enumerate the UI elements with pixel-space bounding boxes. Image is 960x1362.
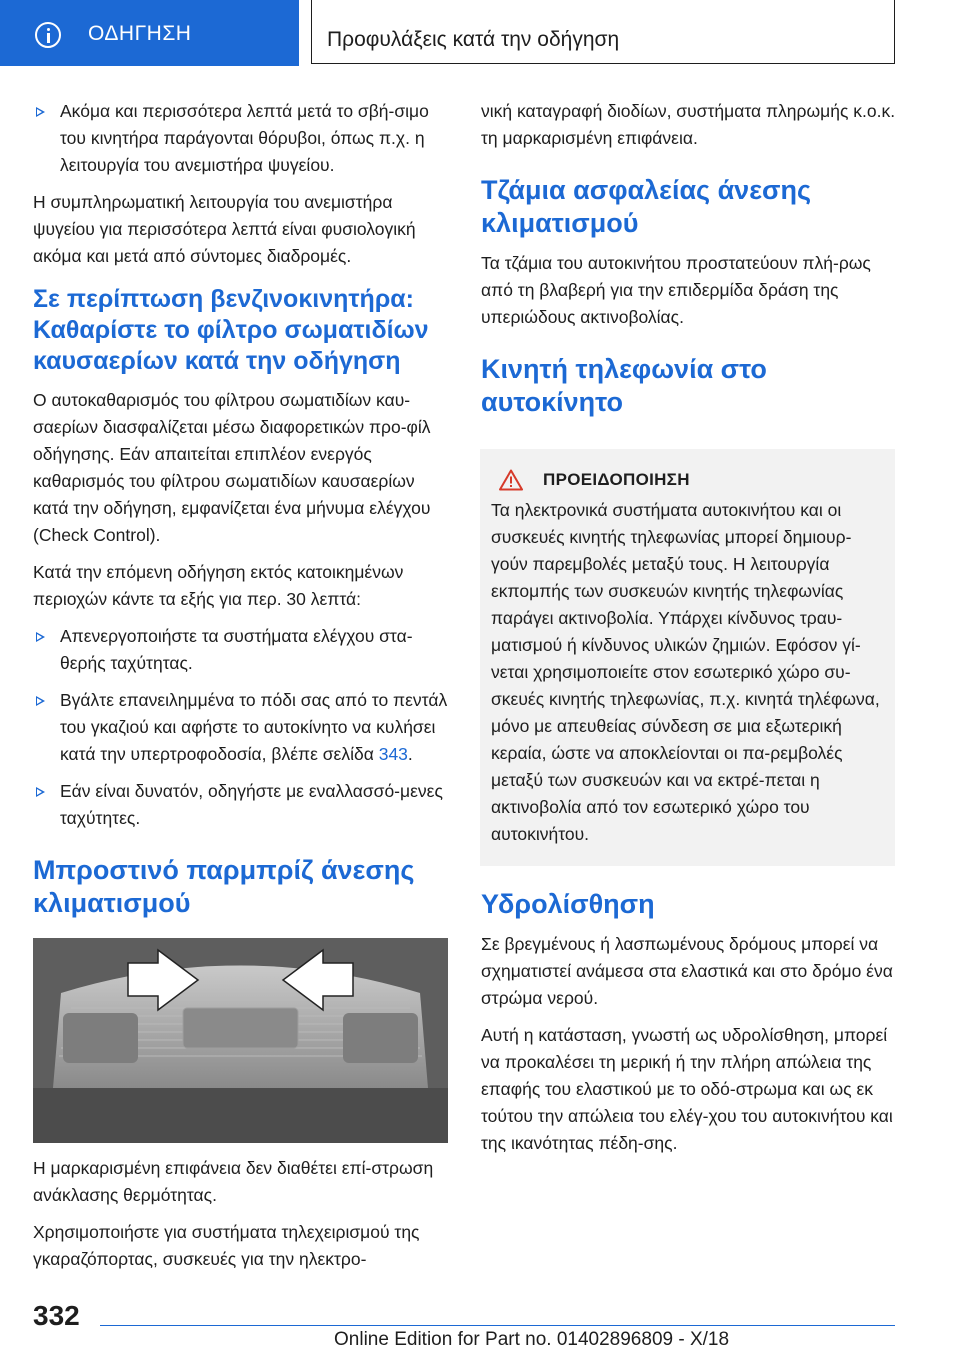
section-heading-particle-filter: Σε περίπτωση βενζινοκινητήρα: Καθαρίστε το φίλτρο σωματιδίων καυσαερίων κατά την οδήγηση: [33, 285, 429, 375]
bullet-triangle-icon: [36, 787, 45, 797]
warning-header: [491, 469, 883, 491]
warning-text: Τα ηλεκτρονικά συστήματα αυτοκινήτου και οι συσκευές κινητής τηλεφωνίας μπορεί δημιουρ-γούν παρεμβολές μεταξύ τους. Η λειτουργία εκπομπής των συσκευών κινητής τηλεφωνίας παράγει ακτινοβολία. Υπάρχει κίνδυνος τραυ-ματισμού ή κίνδυνος υλικών ζημιών. Εφόσον γί-νεται χρησιμοποιείτε στον εσωτερικό χώρο συ-σκευές κινητής τηλεφωνίας, π.χ. κινητά τηλέφωνα, μόνο με απευθείας σύνδεση σε μια εξωτερική κεραία, ώστε να αποκλείονται οι πα-ρεμβολές μεταξύ των συσκευών και να εκτρέ-πεται η ακτινοβολία από τον εσωτερικό χώρο του αυτοκινήτου.: [491, 500, 880, 844]
page-number: 332: [33, 1300, 80, 1331]
section-heading-mobile: Κινητή τηλεφωνία στο αυτοκίνητο: [481, 354, 767, 417]
list-item-text: Εάν είναι δυνατόν, οδηγήστε με εναλλασσό-μενες ταχύτητες.: [60, 781, 443, 828]
paragraph: Τα τζάμια του αυτοκινήτου προστατεύουν πλή-ρως από τη βλαβερή για την επιδερμίδα δράση της υπεριώδους ακτινοβολίας.: [481, 253, 871, 327]
section-heading-glass: Τζάμια ασφαλείας άνεσης κλιματισμού: [481, 175, 812, 238]
paragraph: Αυτή η κατάσταση, γνωστή ως υδρολίσθηση, μπορεί να προκαλέσει τη μερική ή την πλήρη απώλεια της επαφής του ελαστικού με το οδό-στρωμα και ως εκ τούτου την απώλεια του ελέγ-χου του αυτοκινήτου και της ικανότητας πέδη-σης.: [481, 1025, 893, 1153]
section-heading-aquaplaning: Υδρολίσθηση: [481, 889, 655, 919]
bullet-triangle-icon: [36, 107, 45, 117]
list-item-text-end: .: [407, 744, 413, 764]
chapter-label: ΟΔΗΓΗΣΗ: [88, 22, 192, 45]
paragraph: νική καταγραφή διοδίων, συστήματα πληρωμής κ.ο.κ. τη μαρκαρισμένη επιφάνεια.: [481, 101, 896, 148]
rear-window-illustration: [33, 938, 448, 1143]
paragraph: Κατά την επόμενη οδήγηση εκτός κατοικημένων περιοχών κάντε τα εξής για περ. 30 λεπτά:: [33, 562, 404, 609]
paragraph: Χρησιμοποιήστε για συστήματα τηλεχειρισμού της γκαραζόπορτας, συσκευές για την ηλεκτρο-: [33, 1222, 420, 1269]
warning-triangle-icon: [499, 469, 523, 491]
bullet-triangle-icon: [36, 696, 45, 706]
list-item: [33, 98, 453, 179]
page-link[interactable]: 343: [378, 744, 408, 764]
bullet-triangle-icon: [36, 632, 45, 642]
warning-box: [480, 449, 895, 866]
paragraph: Η μαρκαρισμένη επιφάνεια δεν διαθέτει επί-στρωση ανάκλασης θερμότητας.: [33, 1158, 434, 1205]
edition-text: Online Edition for Part no. 01402896809 - X/18: [334, 1329, 730, 1350]
paragraph: Σε βρεγμένους ή λασπωμένους δρόμους μπορεί να σχηματιστεί ανάμεσα στα ελαστικά και στο δρόμο ένα στρώμα νερού.: [481, 934, 893, 1008]
right-column: [481, 98, 901, 1167]
list-item: [33, 623, 453, 677]
page-title: Προφυλάξεις κατά την οδήγηση: [327, 28, 620, 51]
list-item-text: Ακόμα και περισσότερα λεπτά μετά το σβή-σιμο του κινητήρα παράγονται θόρυβοι, όπως π.χ. η λειτουργία του ανεμιστήρα ψυγείου.: [60, 101, 429, 175]
footer-divider: [100, 1325, 895, 1326]
paragraph: Ο αυτοκαθαρισμός του φίλτρου σωματιδίων καυ-σαερίων διασφαλίζεται μέσω διαφορετικών προ-φίλ οδήγησης. Εάν απαιτείται επιπλέον ενεργός καθαρισμός του φίλτρου σωματιδίων καυσαερίων κατά την οδήγηση, εμφανίζεται ένα μήνυμα ελέγχου (Check Control).: [33, 390, 431, 545]
windshield-photo: [33, 938, 448, 1143]
paragraph: Η συμπληρωματική λειτουργία του ανεμιστήρα ψυγείου για περισσότερα λεπτά είναι φυσιολογική ακόμα και μετά από σύντομες διαδρομές.: [33, 192, 416, 266]
section-heading-windshield: Μπροστινό παρμπρίζ άνεσης κλιματισμού: [33, 855, 415, 918]
info-icon: [35, 22, 61, 48]
list-item: [33, 778, 453, 832]
chapter-tab: [0, 0, 299, 66]
list-item: [33, 687, 453, 768]
list-item-text: Απενεργοποιήστε τα συστήματα ελέγχου στα-θερής ταχύτητας.: [60, 626, 413, 673]
left-column: [33, 98, 453, 1283]
list-item-text: Βγάλτε επανειλημμένα το πόδι σας από το πεντάλ του γκαζιού και αφήστε το αυτοκίνητο να κυλήσει κατά την υπερτροφοδοσία, βλέπε σελίδα: [60, 690, 448, 764]
warning-title: ΠΡΟΕΙΔΟΠΟΙΗΣΗ: [543, 470, 690, 489]
